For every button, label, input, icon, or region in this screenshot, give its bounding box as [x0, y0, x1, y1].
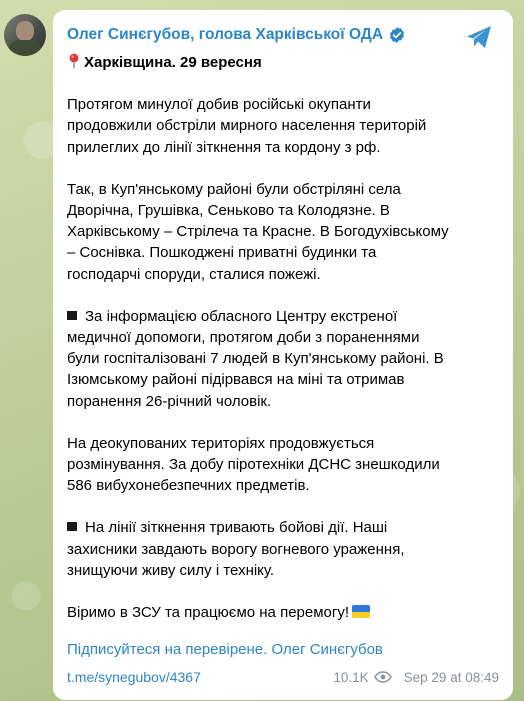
share-arrow-icon[interactable] — [465, 24, 493, 50]
black-square-icon — [67, 311, 77, 320]
view-count: 10.1K — [333, 669, 369, 685]
post-link[interactable]: t.me/synegubov/4367 — [67, 669, 201, 685]
subscribe-link[interactable]: Підписуйтеся на перевірене. Олег Синєгубов — [67, 641, 383, 658]
eye-icon — [374, 671, 392, 683]
paragraph-2: Так, в Куп'янському районі були обстріляні села Дворічна, Грушівка, Сеньково та Колодязне. В Харківському – Стрілеча та Красне. В Богодухівському – Соснівка. Пошкоджені приватні будинки та господарчі споруди, сталися пожежі. — [67, 180, 449, 283]
channel-name[interactable]: Олег Синєгубов, голова Харківської ОДА — [67, 26, 384, 43]
avatar-body — [9, 40, 41, 56]
channel-avatar[interactable] — [4, 14, 46, 56]
verified-badge-icon — [388, 26, 406, 44]
message-bubble — [53, 10, 513, 700]
avatar-head — [16, 21, 34, 41]
round-pushpin-icon — [67, 53, 81, 69]
channel-title[interactable] — [67, 26, 406, 44]
paragraph-6: Віримо в ЗСУ та працюємо на перемогу! — [67, 602, 507, 623]
message-meta — [333, 670, 499, 685]
post-headline: Харківщина. 29 вересня — [67, 52, 507, 73]
post-text — [67, 52, 507, 623]
paragraph-3: За інформацією обласного Центру екстреної медичної допомоги, протягом доби з пораненнями були госпіталізовані 7 людей в Куп'янському районі. В Ізюмському районі підірвався на міні та отримав поранення 26-річний чоловік. — [67, 307, 444, 410]
paragraph-4: На деокупованих територіях продовжується розмінування. За добу піротехніки ДСНС знешкодили 586 вибухонебезпечних предметів. — [67, 434, 440, 495]
ukraine-flag-icon — [352, 605, 370, 618]
black-square-icon — [67, 522, 77, 531]
paragraph-5: На лінії зіткнення тривають бойові дії. Наші захисники завдають ворогу вогневого ураження, знищуючи живу силу і техніку. — [67, 519, 405, 579]
message-timestamp: Sep 29 at 08:49 — [403, 669, 499, 685]
paragraph-1: Протягом минулої добив російські окупанти продовжили обстріли мирного населення територій прилеглих до лінії зіткнення та кордону з рф. — [67, 96, 427, 156]
message-footer — [67, 667, 499, 687]
